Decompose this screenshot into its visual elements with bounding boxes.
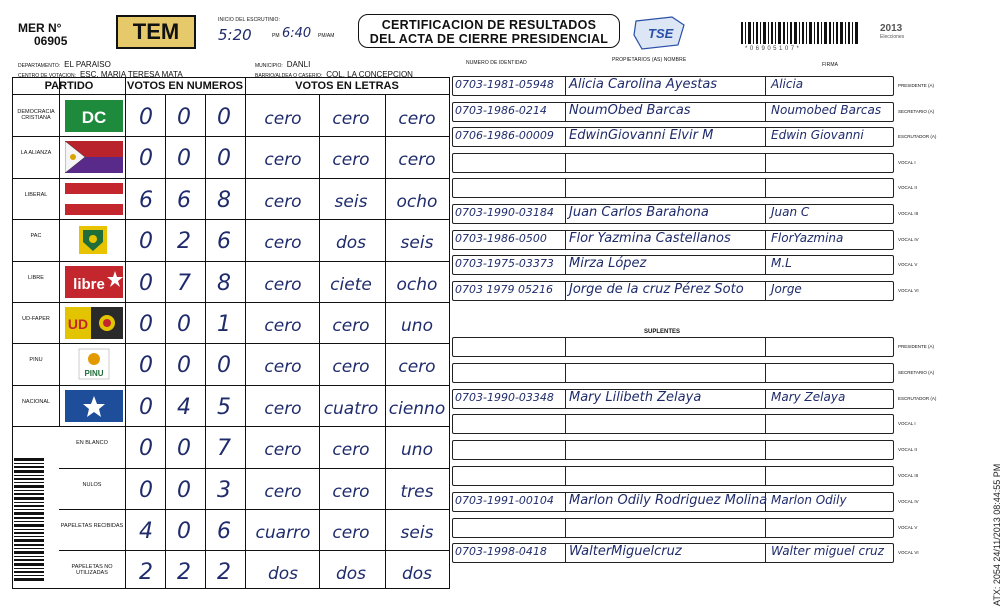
official-id: 0703-1986-0214 <box>455 103 547 117</box>
official-signature: Marlon Odily <box>771 492 847 507</box>
official-name: Alicia Carolina Ayestas <box>569 77 718 92</box>
vote-word: cero <box>264 109 302 129</box>
official-row <box>452 543 894 563</box>
grid-hline <box>13 426 449 427</box>
official-role: VOCAL V <box>898 262 918 268</box>
vote-digit: 0 <box>177 353 191 379</box>
vote-digit: 0 <box>139 394 153 420</box>
departamento-line: DEPARTAMENTO: EL PARAISO <box>18 60 111 69</box>
mer-number: 06905 <box>34 34 68 48</box>
extra-row-label: PAPELETAS RECIBIDAS <box>60 523 124 529</box>
municipio-value: DANLI <box>286 60 311 69</box>
vote-digit: 2 <box>177 560 191 586</box>
grid-vline <box>59 78 60 426</box>
vote-word: cero <box>332 523 370 543</box>
official-row <box>452 76 894 96</box>
party-name: LIBRE <box>28 274 44 281</box>
vote-digit: 4 <box>177 394 191 420</box>
party-name: DEMOCRACIA CRISTIANA <box>17 109 55 121</box>
vote-digit: 0 <box>177 477 191 503</box>
vote-word: cuatro <box>323 398 379 419</box>
official-signature: Noumobed Barcas <box>771 102 882 117</box>
col-identidad-header: NUMERO DE IDENTIDAD <box>466 60 527 66</box>
grid-vline <box>245 78 246 588</box>
vote-word: ocho <box>396 191 438 212</box>
vote-word: seis <box>400 523 434 543</box>
vote-word: dos <box>401 564 433 585</box>
vote-digit: 5 <box>217 394 231 420</box>
grid-hline <box>13 302 449 303</box>
svg-text:PINU: PINU <box>84 369 104 379</box>
centro-value: ESC. MARIA TERESA MATA <box>79 70 183 79</box>
official-role: SECRETARIO (A) <box>898 369 935 375</box>
vote-word: tres <box>400 481 434 502</box>
grid-hline <box>13 343 449 344</box>
official-id: 0703-1991-00104 <box>455 493 554 507</box>
barcode-number: *06905107* <box>745 46 802 52</box>
col-nombre-header: PROPIETARIOS (AS) NOMBRE <box>612 57 687 63</box>
barrio-line: BARRIO/ALDEA O CASERIO: COL. LA CONCEPCION <box>255 70 413 79</box>
col-letras-header: VOTOS EN LETRAS <box>245 78 449 95</box>
official-row <box>452 363 894 383</box>
official-role: ESCRUTADOR (A) <box>898 395 937 401</box>
suplentes-heading: SUPLENTES <box>644 329 681 335</box>
vote-word: cero <box>332 150 370 171</box>
party-logo-icon <box>65 348 123 380</box>
official-row <box>452 492 894 512</box>
barrio-value: COL. LA CONCEPCION <box>326 70 413 79</box>
svg-text:DC: DC <box>81 108 107 127</box>
hora-fin: 6:40 <box>282 26 312 41</box>
official-row <box>452 440 894 460</box>
official-name: Jorge de la cruz Pérez Soto <box>569 281 744 297</box>
official-row <box>452 518 894 538</box>
official-name: Mirza López <box>569 256 647 272</box>
vote-digit: 2 <box>177 229 191 255</box>
official-id: 0703 1979 05216 <box>455 282 553 296</box>
vote-word: cero <box>398 357 436 378</box>
vote-digit: 0 <box>177 146 191 172</box>
vote-digit: 2 <box>139 560 153 586</box>
party-logo-icon <box>65 390 123 422</box>
certificacion-title: CERTIFICACION DE RESULTADOS DEL ACTA DE CIERRE PRESIDENCIAL <box>358 14 620 48</box>
official-id: 0706-1986-00009 <box>455 129 554 143</box>
vote-digit: 6 <box>217 229 231 255</box>
vote-word: dos <box>267 564 299 585</box>
vote-digit: 0 <box>139 146 153 172</box>
vote-word: cero <box>332 440 370 461</box>
official-id: 0703-1998-0418 <box>455 545 547 559</box>
vote-digit: 2 <box>217 560 231 586</box>
party-name: LIBERAL <box>24 191 48 198</box>
party-logo-icon <box>65 266 123 298</box>
official-row <box>452 414 894 434</box>
official-id: 0703-1990-03348 <box>455 390 554 404</box>
svg-text:libre: libre <box>73 275 105 293</box>
official-row <box>452 281 894 301</box>
vote-word: cero <box>264 274 302 295</box>
official-row <box>452 466 894 486</box>
official-role: VOCAL IV <box>898 498 919 504</box>
official-name: NoumObed Barcas <box>569 102 691 118</box>
official-row <box>452 204 894 224</box>
official-row <box>452 230 894 250</box>
barcode-top-icon <box>741 22 859 44</box>
party-name: PAC <box>30 233 42 240</box>
vote-word: cero <box>264 440 302 461</box>
official-row <box>452 178 894 198</box>
vote-word: cero <box>332 481 370 502</box>
official-signature: Mary Zelaya <box>771 389 846 404</box>
vote-word: uno <box>401 316 433 336</box>
official-row <box>452 153 894 173</box>
official-role: ESCRUTADOR (A) <box>898 134 937 140</box>
grid-vline <box>125 78 126 588</box>
official-row <box>452 127 894 147</box>
official-id: 0703-1990-03184 <box>455 206 554 219</box>
official-id: 0703-1986-0500 <box>455 231 547 245</box>
vote-word: cero <box>264 191 302 212</box>
vote-digit: 0 <box>139 436 153 462</box>
official-row <box>452 389 894 409</box>
vote-word: cienno <box>388 398 446 419</box>
vote-digit: 0 <box>139 312 153 337</box>
official-name: Mary Lilibeth Zelaya <box>569 389 702 405</box>
vote-word: dos <box>335 233 367 254</box>
svg-text:UD: UD <box>67 316 89 332</box>
official-row <box>452 337 894 357</box>
vote-digit: 6 <box>217 519 231 544</box>
hora-inicio: 5:20 <box>218 26 252 44</box>
vote-word: cero <box>264 150 302 171</box>
grid-hline <box>59 550 449 551</box>
mer-label: MER N° <box>18 21 62 35</box>
vote-word: cero <box>332 357 370 378</box>
party-logo-icon <box>65 100 123 132</box>
vote-digit: 7 <box>177 270 191 296</box>
official-role: VOCAL I <box>898 159 916 165</box>
vote-digit: 0 <box>139 270 153 296</box>
vote-digit: 0 <box>217 146 231 172</box>
vote-digit: 0 <box>139 229 153 255</box>
party-logo-icon <box>65 307 123 339</box>
official-row <box>452 102 894 122</box>
official-signature: Jorge <box>771 281 802 296</box>
grid-hline <box>59 509 449 510</box>
grid-hline <box>13 178 449 179</box>
timestamp-side-text: ATX: 2054 24/11/2013 08:44:55 PM <box>992 463 1002 606</box>
barcode-left-icon <box>14 458 56 584</box>
ampm-label: PM/AM <box>318 33 335 39</box>
vote-word: cero <box>332 109 370 129</box>
official-role: VOCAL VI <box>898 550 919 556</box>
official-role: PRESIDENTE (A) <box>898 344 935 349</box>
centro-line: CENTRO DE VOTACION: ESC. MARIA TERESA MATA <box>18 70 183 79</box>
party-name: UD-FAPER <box>22 316 50 322</box>
vote-digit: 0 <box>139 477 153 503</box>
grid-hline <box>13 136 449 137</box>
departamento-value: EL PARAISO <box>64 60 111 69</box>
official-role: VOCAL II <box>898 447 917 453</box>
vote-digit: 6 <box>139 187 153 213</box>
municipio-line: MUNICIPIO: DANLI <box>255 60 311 69</box>
vote-word: cero <box>264 481 302 502</box>
vote-word: cero <box>398 109 436 129</box>
tse-text: TSE <box>648 26 674 41</box>
vote-digit: 0 <box>177 519 191 544</box>
col-partido-header: PARTIDO <box>13 78 125 95</box>
col-numeros-header: VOTOS EN NUMEROS <box>125 78 245 95</box>
vote-digit: 7 <box>217 436 231 462</box>
official-row <box>452 255 894 275</box>
vote-digit: 0 <box>177 436 191 462</box>
official-signature: FlorYazmina <box>771 230 844 245</box>
vote-digit: 0 <box>177 312 191 337</box>
vote-word: cero <box>398 150 436 171</box>
party-logo-icon <box>65 141 123 173</box>
grid-hline <box>13 219 449 220</box>
party-logo-icon <box>65 183 123 215</box>
results-table <box>12 77 450 589</box>
extra-row-label: PAPELETAS NO UTILIZADAS <box>71 564 113 577</box>
vote-digit: 8 <box>217 270 231 296</box>
official-name: Marlon Odily Rodriguez Molina <box>569 492 768 508</box>
official-name: EdwinGiovanni Elvir M <box>569 128 714 144</box>
vote-digit: 0 <box>139 353 153 379</box>
vote-digit: 8 <box>217 187 231 213</box>
official-signature: Walter miguel cruz <box>771 544 884 559</box>
official-name: Flor Yazmina Castellanos <box>569 230 731 246</box>
official-role: VOCAL III <box>898 211 919 216</box>
vote-word: seis <box>400 233 434 254</box>
official-role: VOCAL III <box>898 473 919 478</box>
vote-digit: 3 <box>217 477 231 503</box>
pm-label: PM <box>272 33 280 39</box>
vote-digit: 0 <box>139 105 153 130</box>
vote-word: ciete <box>330 274 372 295</box>
vote-word: seis <box>334 191 368 212</box>
vote-digit: 0 <box>217 353 231 379</box>
official-role: PRESIDENTE (A) <box>898 83 935 88</box>
vote-word: cero <box>264 316 302 336</box>
official-signature: M.L <box>771 256 792 271</box>
official-role: VOCAL I <box>898 421 916 427</box>
vote-word: cero <box>264 398 302 419</box>
official-role: VOCAL IV <box>898 236 919 242</box>
official-id: 0703-1981-05948 <box>455 78 554 91</box>
vote-digit: 4 <box>139 519 153 544</box>
elecciones-logo: 2013 Elecciones <box>880 23 905 40</box>
col-firma-header: FIRMA <box>822 62 839 68</box>
vote-digit: 1 <box>217 312 231 337</box>
grid-hline <box>13 261 449 262</box>
vote-digit: 0 <box>177 105 191 130</box>
party-logo-icon <box>65 224 123 256</box>
vote-word: cero <box>264 233 302 254</box>
vote-digit: 0 <box>217 105 231 130</box>
official-signature: Alicia <box>771 77 804 91</box>
grid-hline <box>59 468 449 469</box>
vote-word: dos <box>335 564 367 585</box>
vote-digit: 6 <box>177 187 191 213</box>
official-role: VOCAL VI <box>898 287 919 293</box>
official-id: 0703-1975-03373 <box>455 257 554 271</box>
inicio-label: INICIO DEL ESCRUTINIO: <box>218 17 281 23</box>
vote-word: cuarro <box>255 523 311 543</box>
vote-word: cero <box>264 357 302 378</box>
vote-word: uno <box>401 440 433 461</box>
vote-word: ocho <box>396 274 438 295</box>
official-role: VOCAL II <box>898 185 917 191</box>
official-name: WalterMiguelcruz <box>569 544 682 560</box>
official-name: Juan Carlos Barahona <box>569 205 709 220</box>
official-signature: Edwin Giovanni <box>771 128 864 143</box>
tem-badge: TEM <box>116 15 196 49</box>
official-role: SECRETARIO (A) <box>898 108 935 114</box>
party-name: PINU <box>29 357 43 364</box>
grid-hline <box>13 385 449 386</box>
extra-row-label: NULOS <box>82 481 102 488</box>
party-name: LA ALIANZA <box>20 150 52 157</box>
vote-word: cero <box>332 316 370 336</box>
party-name: NACIONAL <box>21 398 51 405</box>
extra-row-label: EN BLANCO <box>76 440 108 447</box>
official-role: VOCAL V <box>898 524 918 530</box>
official-signature: Juan C <box>771 205 810 219</box>
